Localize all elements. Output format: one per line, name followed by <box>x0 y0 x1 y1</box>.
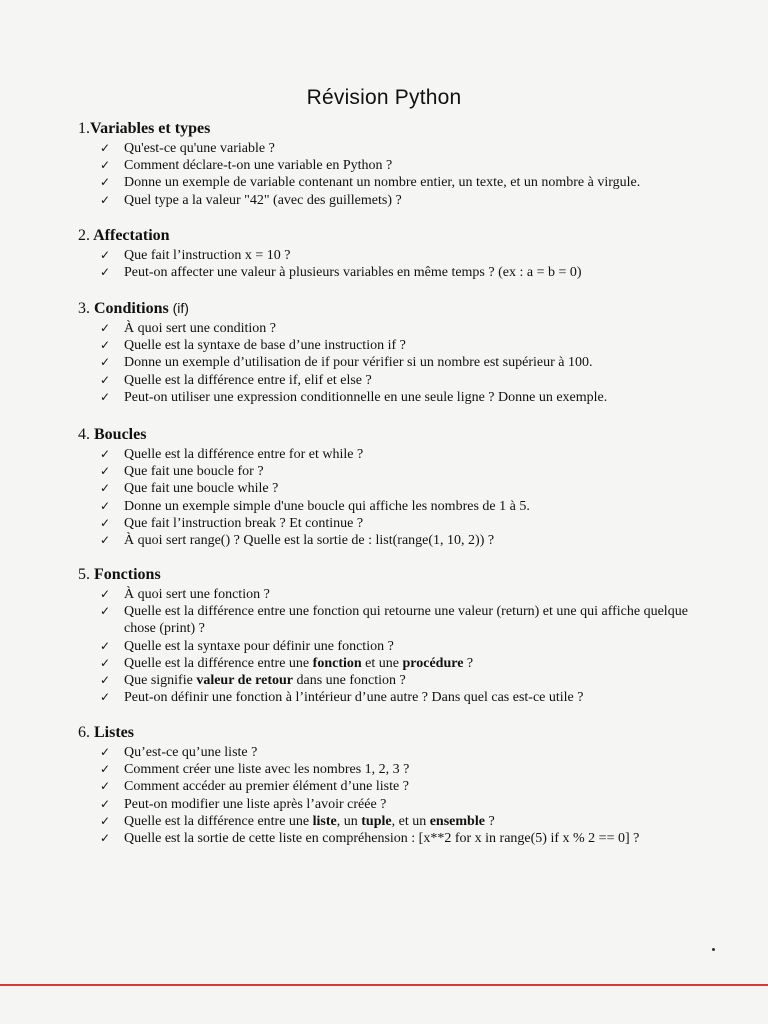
question-text: À quoi sert range() ? Quelle est la sortie de : list(range(1, 10, 2)) ? <box>124 533 495 549</box>
emphasis-text: fonction <box>312 655 362 671</box>
question-text: Peut-on utiliser une expression conditionnelle en une seule ligne ? Donne un exemple. <box>124 389 608 405</box>
check-mark-icon: ✓ <box>100 265 111 280</box>
check-mark-icon: ✓ <box>100 831 111 846</box>
check-mark-icon: ✓ <box>100 673 111 688</box>
question-item <box>100 337 718 354</box>
question-text: Comment déclare-t-on une variable en Python ? <box>124 158 393 174</box>
question-item <box>100 603 718 637</box>
question-item <box>100 389 718 406</box>
question-item <box>100 264 718 281</box>
question-text: dans une fonction ? <box>293 673 406 689</box>
question-text: Peut-on modifier une liste après l’avoir créée ? <box>124 796 387 812</box>
question-item <box>100 532 718 549</box>
question-item <box>100 761 718 778</box>
question-text: Quelle est la sortie de cette liste en compréhension : [x**2 for x in range(5) if x % 2 == 0] ? <box>124 831 640 847</box>
question-item <box>100 744 718 761</box>
question-item <box>100 140 718 157</box>
section-5 <box>78 566 718 706</box>
check-mark-icon: ✓ <box>100 604 111 619</box>
check-mark-icon: ✓ <box>100 762 111 777</box>
check-mark-icon: ✓ <box>100 464 111 479</box>
question-item <box>100 480 718 497</box>
question-list <box>78 247 718 281</box>
section-number: 3. <box>78 300 90 317</box>
question-text: Comment accéder au premier élément d’une liste ? <box>124 779 409 795</box>
section-heading <box>78 299 718 318</box>
check-mark-icon: ✓ <box>100 372 111 387</box>
question-text: Peut-on affecter une valeur à plusieurs variables en même temps ? (ex : a = b = 0) <box>124 265 582 281</box>
section-number: 1. <box>78 120 90 137</box>
check-mark-icon: ✓ <box>100 779 111 794</box>
question-text: Quelle est la différence entre for et while ? <box>124 447 364 462</box>
question-list <box>78 446 718 549</box>
section-title: Variables et types <box>90 120 211 137</box>
check-mark-icon: ✓ <box>100 813 111 828</box>
page-edge-line <box>0 984 768 986</box>
question-item <box>100 446 718 463</box>
check-mark-icon: ✓ <box>100 141 111 155</box>
question-text: Comment créer une liste avec les nombres 1, 2, 3 ? <box>124 762 410 778</box>
question-text: À quoi sert une condition ? <box>124 321 277 336</box>
question-item <box>100 247 718 264</box>
emphasis-text: ensemble <box>429 813 485 829</box>
check-mark-icon: ✓ <box>100 248 111 262</box>
section-number: 5. <box>78 566 90 583</box>
section-heading <box>78 227 718 245</box>
question-text: Que fait l’instruction break ? Et continue ? <box>124 515 364 531</box>
check-mark-icon: ✓ <box>100 192 111 207</box>
section-heading <box>78 426 718 444</box>
question-text: Quelle est la syntaxe de base d’une instruction if ? <box>124 338 406 354</box>
question-text: Que fait une boucle while ? <box>124 481 279 497</box>
question-text: , et un <box>391 813 430 829</box>
question-item <box>100 515 718 532</box>
question-item <box>100 672 718 689</box>
question-item <box>100 174 718 191</box>
emphasis-text: procédure <box>402 655 464 671</box>
check-mark-icon: ✓ <box>100 587 111 601</box>
check-mark-icon: ✓ <box>100 338 111 353</box>
section-number: 4. <box>78 426 90 443</box>
section-3 <box>78 299 718 406</box>
question-item <box>100 638 718 655</box>
question-text: , un <box>336 813 362 829</box>
section-suffix: (if) <box>168 300 189 316</box>
question-text: Quelle est la différence entre if, elif et else ? <box>124 372 372 388</box>
section-title: Listes <box>90 724 134 741</box>
question-text: Quelle est la syntaxe pour définir une fonction ? <box>124 638 394 654</box>
emphasis-text: liste <box>312 813 337 829</box>
question-text: Qu'est-ce qu'une variable ? <box>124 141 275 156</box>
question-item <box>100 157 718 174</box>
question-text: ? <box>484 813 495 829</box>
check-mark-icon: ✓ <box>100 498 111 513</box>
question-text: Donne un exemple d’utilisation de if pour vérifier si un nombre est supérieur à 100. <box>124 355 593 371</box>
check-mark-icon: ✓ <box>100 389 111 404</box>
check-mark-icon: ✓ <box>100 355 111 370</box>
emphasis-text: tuple <box>361 813 392 829</box>
section-6 <box>78 724 718 847</box>
section-title: Conditions <box>90 300 169 317</box>
section-title: Boucles <box>90 426 147 443</box>
check-mark-icon: ✓ <box>100 481 111 496</box>
question-text: À quoi sert une fonction ? <box>124 587 270 602</box>
question-text: Quelle est la différence entre une <box>124 813 313 829</box>
question-text: Que fait une boucle for ? <box>124 464 264 480</box>
question-text: Quelle est la différence entre une <box>124 655 313 671</box>
check-mark-icon: ✓ <box>100 796 111 811</box>
emphasis-text: valeur de retour <box>196 673 294 689</box>
question-item <box>100 655 718 672</box>
section-4 <box>78 426 718 549</box>
question-text: Qu’est-ce qu’une liste ? <box>124 745 258 760</box>
question-list <box>78 140 718 209</box>
section-heading <box>78 724 718 742</box>
section-number: 2. <box>78 227 90 244</box>
question-item <box>100 498 718 515</box>
question-item <box>100 463 718 480</box>
question-item <box>100 778 718 795</box>
question-item <box>100 796 718 813</box>
question-text: et une <box>361 655 403 671</box>
question-item <box>100 354 718 371</box>
speck <box>712 948 715 951</box>
section-title: Affectation <box>90 227 170 244</box>
question-text: Quel type a la valeur "42" (avec des guillemets) ? <box>124 192 402 208</box>
question-list <box>78 320 718 406</box>
question-text: Quelle est la différence entre une fonction qui retourne une valeur (return) et une qui affiche quelque chose (print) ? <box>124 604 688 637</box>
check-mark-icon: ✓ <box>100 321 111 335</box>
question-text: Donne un exemple simple d'une boucle qui affiche les nombres de 1 à 5. <box>124 498 530 514</box>
question-item <box>100 813 718 830</box>
check-mark-icon: ✓ <box>100 447 111 461</box>
question-item <box>100 689 718 706</box>
section-2 <box>78 227 718 281</box>
question-text: Que fait l’instruction x = 10 ? <box>124 248 291 263</box>
question-item <box>100 830 718 847</box>
section-number: 6. <box>78 724 90 741</box>
section-heading <box>78 566 718 584</box>
check-mark-icon: ✓ <box>100 158 111 173</box>
check-mark-icon: ✓ <box>100 175 111 190</box>
question-item <box>100 586 718 603</box>
check-mark-icon: ✓ <box>100 515 111 530</box>
question-list <box>78 744 718 847</box>
question-list <box>78 586 718 706</box>
question-item <box>100 372 718 389</box>
check-mark-icon: ✓ <box>100 690 111 705</box>
check-mark-icon: ✓ <box>100 745 111 759</box>
section-heading <box>78 120 718 138</box>
question-text: ? <box>463 655 474 671</box>
check-mark-icon: ✓ <box>100 638 111 653</box>
question-item <box>100 192 718 209</box>
section-1 <box>78 120 718 209</box>
question-text: Peut-on définir une fonction à l’intérieur d’une autre ? Dans quel cas est-ce utile ? <box>124 690 584 706</box>
question-text: Donne un exemple de variable contenant un nombre entier, un texte, et un nombre à virgule. <box>124 175 641 191</box>
check-mark-icon: ✓ <box>100 655 111 670</box>
page-title: Révision Python <box>306 86 462 109</box>
section-title: Fonctions <box>90 566 161 583</box>
check-mark-icon: ✓ <box>100 533 111 548</box>
question-item <box>100 320 718 337</box>
question-text: Que signifie <box>124 673 197 689</box>
